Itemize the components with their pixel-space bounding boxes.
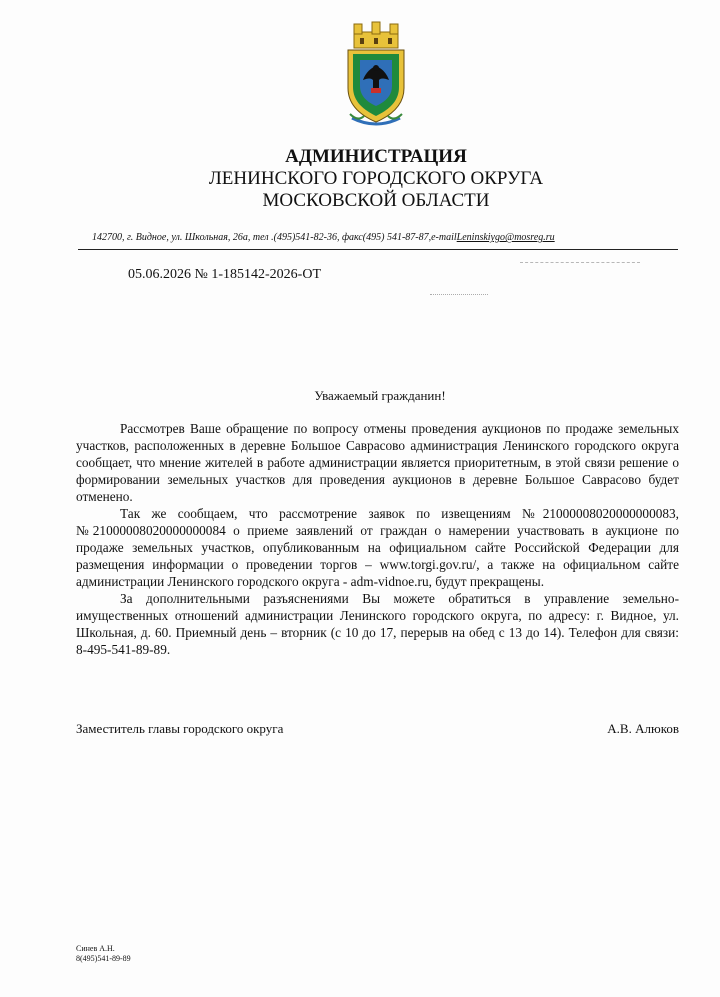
outgoing-reference: 05.06.2026 № 1-185142-2026-ОТ (128, 267, 322, 282)
org-title-line-1: АДМИНИСТРАЦИЯ (285, 146, 467, 167)
body-paragraph: Так же сообщаем, что рассмотрение заявок по извещениям №21000008020000000083, №21000008020000000084 о приеме заявлений от граждан о намерении участвовать в аукционе по продаже земельных участков, опубликованным на официальном сайте Российской Федерации для размещения информации о проведении торгов – www.torgi.gov.ru/, а также на официальном сайте администрации Ленинского городского округа - adm-vidnoe.ru, будут прекращены. (76, 506, 679, 589)
salutation: Уважаемый гражданин! (314, 388, 446, 403)
contact-line (92, 232, 555, 243)
contact-details: 142700, г. Видное, ул. Школьная, 26а, тел .(495)541-82-36, факс(495) 541-87-87,e-mail (92, 232, 457, 243)
coat-of-arms-icon (338, 18, 414, 130)
executor-phone: 8(495)541-89-89 (76, 954, 131, 963)
faint-stamp-mark (430, 294, 488, 298)
signer-position: Заместитель главы городского округа (76, 721, 284, 736)
organization-title (0, 146, 720, 212)
header-divider (78, 249, 678, 250)
body-paragraph: За дополнительными разъяснениями Вы можете обратиться в управление земельно-имущественных отношений администрации Ленинского городского округа, по адресу: г. Видное, ул. Школьная, д. 60. Приемный день – вторник (с 10 до 17, перерыв на обед с 13 до 14). Телефон для связи: 8-495-541-89-89. (76, 591, 679, 657)
executor-info (76, 944, 131, 964)
executor-name: Синев А.Н. (76, 944, 115, 953)
signer-name: А.В. Алюков (607, 721, 679, 736)
org-title-line-2: ЛЕНИНСКОГО ГОРОДСКОГО ОКРУГА (208, 168, 544, 189)
faint-stamp-mark (520, 262, 640, 266)
body-paragraph: Рассмотрев Ваше обращение по вопросу отмены проведения аукционов по продаже земельных участков, расположенных в деревне Большое Саврасово администрация Ленинского городского округа сообщает, что мнение жителей в работе администрации является приоритетным, в этой связи решение о формировании земельных участков для проведения аукционов в деревне Большое Саврасово будет отменено. (76, 421, 679, 504)
email-link[interactable]: Leninskiygo@mosreg.ru (456, 232, 555, 243)
letter-body (76, 420, 679, 658)
org-title-line-3: МОСКОВСКОЙ ОБЛАСТИ (262, 190, 490, 211)
